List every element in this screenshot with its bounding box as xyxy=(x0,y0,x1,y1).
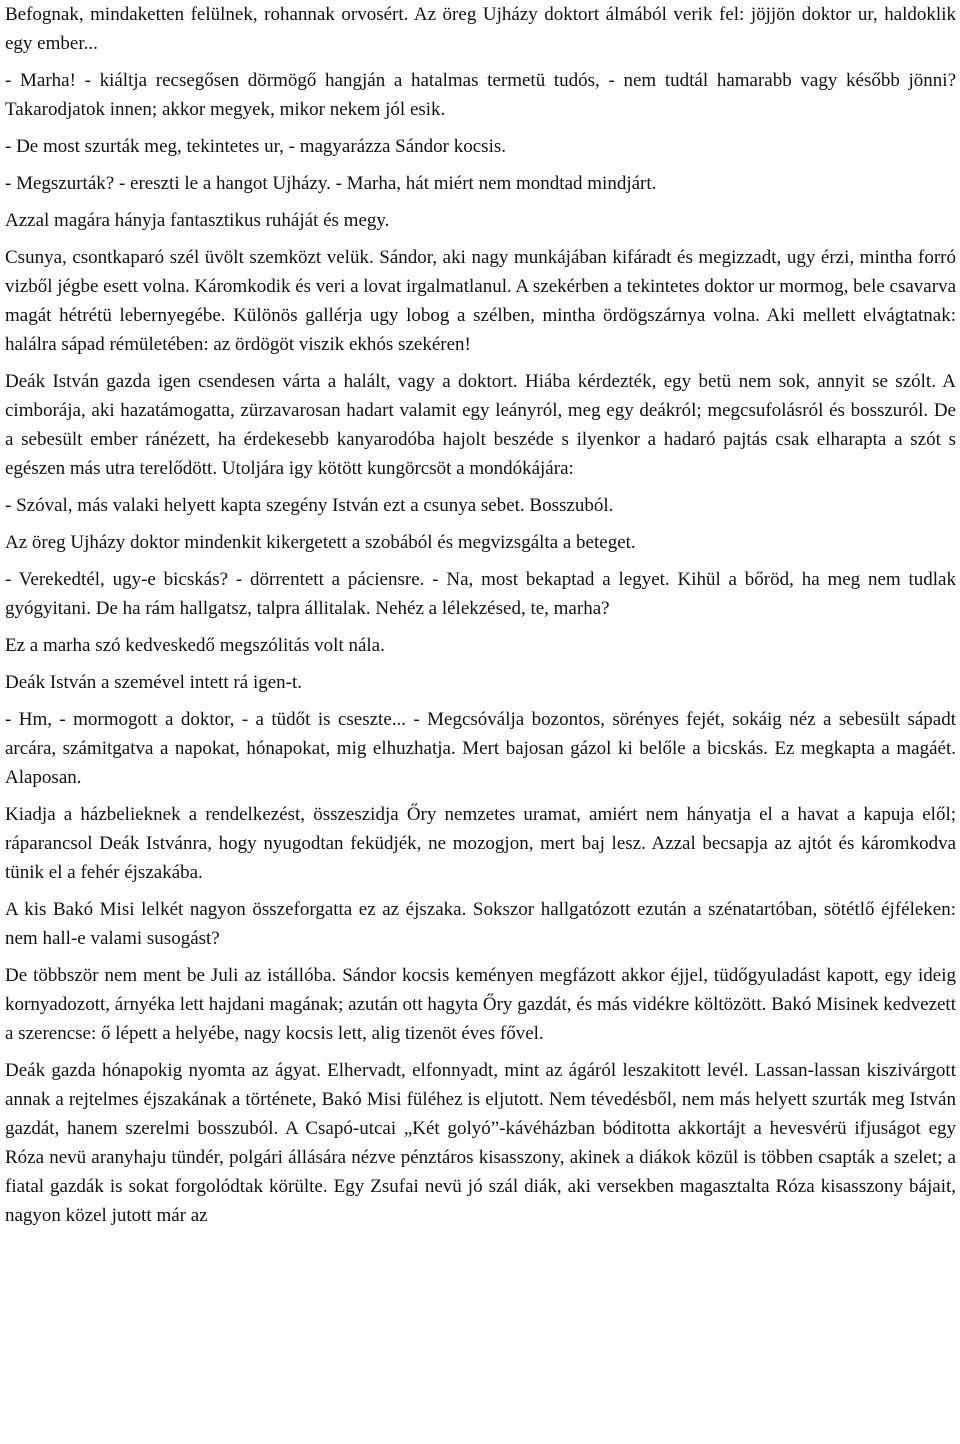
paragraph-17: Deák gazda hónapokig nyomta az ágyat. Elhervadt, elfonnyadt, mint az ágáról leszakitott levél. Lassan-lassan kiszivárgott annak a rejtelmes éjszakának a története, Bakó Misi füléhez is eljutott. Nem tévedésből, nem más helyett szurták meg István gazdát, hanem szerelmi bosszuból. A Csapó-utcai „Két golyó”-kávéházban bóditotta akkortájt a hevesvérü ifjuságot egy Róza nevü aranyhaju tündér, polgári állására nézve pénztáros kisasszony, akinek a diákok közül is többen csapták a szelet; a fiatal gazdák is sokat forgolódtak körülte. Egy Zsufai nevü jó szál diák, aki versekben magasztalta Róza kisasszony bájait, nagyon közel jutott már az xyxy=(5,1060,956,1226)
paragraph-2: - Marha! - kiáltja recsegősen dörmögő hangján a hatalmas termetü tudós, - nem tudtál hamarabb vagy később jönni? Takarodjatok innen; akkor megyek, mikor nekem jól esik. xyxy=(5,70,956,120)
paragraph-3: - De most szurták meg, tekintetes ur, - magyarázza Sándor kocsis. xyxy=(5,136,506,157)
paragraph-13: - Hm, - mormogott a doktor, - a tüdőt is cseszte... - Megcsóválja bozontos, sörényes fejét, sokáig néz a sebesült sápadt arcára, számitgatva a napokat, hónapokat, mig elhuzhatja. Mert bajosan gázol ki belőle a bicskás. Ez megkapta a magáét. Alaposan. xyxy=(5,709,956,788)
paragraph-9: Az öreg Ujházy doktor mindenkit kikergetett a szobából és megvizsgálta a beteget. xyxy=(5,532,636,553)
paragraph-11: Ez a marha szó kedveskedő megszólitás volt nála. xyxy=(5,635,385,656)
paragraph-7: Deák István gazda igen csendesen várta a halált, vagy a doktort. Hiába kérdezték, egy betü nem sok, annyit se szólt. A cimborája, aki hazatámogatta, zürzavarosan hadart valamit egy leányról, meg egy deákról; megcsufolásról és bosszuról. De a sebesült ember ránézett, ha érdekesebb kanyarodóba hajolt beszéde s ilyenkor a hadaró pajtás csak elharapta a szót s egészen más utra terelődött. Utoljára igy kötött kungörcsöt a mondókájára: xyxy=(5,371,956,479)
paragraph-10: - Verekedtél, ugy-e bicskás? - dörrentett a páciensre. - Na, most bekaptad a legyet. Kihül a bőröd, ha meg nem tudlak gyógyitani. De ha rám hallgatsz, talpra állitalak. Nehéz a lélekzésed, te, marha? xyxy=(5,569,956,619)
document-page xyxy=(5,0,956,1238)
paragraph-12: Deák István a szemével intett rá igen-t. xyxy=(5,672,303,693)
paragraph-1: Befognak, mindaketten felülnek, rohannak orvosért. Az öreg Ujházy doktort álmából verik fel: jöjjön doktor ur, haldoklik egy ember... xyxy=(5,4,956,54)
paragraph-14: Kiadja a házbelieknek a rendelkezést, összeszidja Őry nemzetes uramat, amiért nem hányatja el a havat a kapuja elől; ráparancsol Deák Istvánra, hogy nyugodtan feküdjék, ne mozogjon, mert baj lesz. Azzal becsapja az ajtót és káromkodva tünik el a fehér éjszakába. xyxy=(5,804,956,883)
paragraph-8: - Szóval, más valaki helyett kapta szegény István ezt a csunya sebet. Bosszuból. xyxy=(5,495,614,516)
paragraph-6: Csunya, csontkaparó szél üvölt szemközt velük. Sándor, aki nagy munkájában kifáradt és megizzadt, ugy érzi, mintha forró vizből jégbe esett volna. Káromkodik és veri a lovat irgalmatlanul. A szekérben a tekintetes doktor ur mormog, bele csavarva magát hétrétü lebernyegébe. Különös gallérja ugy lobog a szélben, mintha ördögszárnya volna. Aki mellett elvágtatnak: halálra sápad rémületében: az ördögöt viszik ekhós szekéren! xyxy=(5,247,956,355)
paragraph-15: A kis Bakó Misi lelkét nagyon összeforgatta ez az éjszaka. Sokszor hallgatózott ezután a szénatartóban, sötétlő éjféleken: nem hall-e valami susogást? xyxy=(5,899,956,949)
paragraph-16: De többször nem ment be Juli az istállóba. Sándor kocsis keményen megfázott akkor éjjel, tüdőgyuladást kapott, egy ideig kornyadozott, árnyéka lett hajdani magának; azután ott hagyta Őry gazdát, és más vidékre költözött. Bakó Misinek kedvezett a szerencse: ő lépett a helyébe, nagy kocsis lett, alig tizenöt éves fővel. xyxy=(5,965,956,1044)
paragraph-5: Azzal magára hányja fantasztikus ruháját és megy. xyxy=(5,210,390,231)
paragraph-4: - Megszurták? - ereszti le a hangot Ujházy. - Marha, hát miért nem mondtad mindjárt. xyxy=(5,173,657,194)
